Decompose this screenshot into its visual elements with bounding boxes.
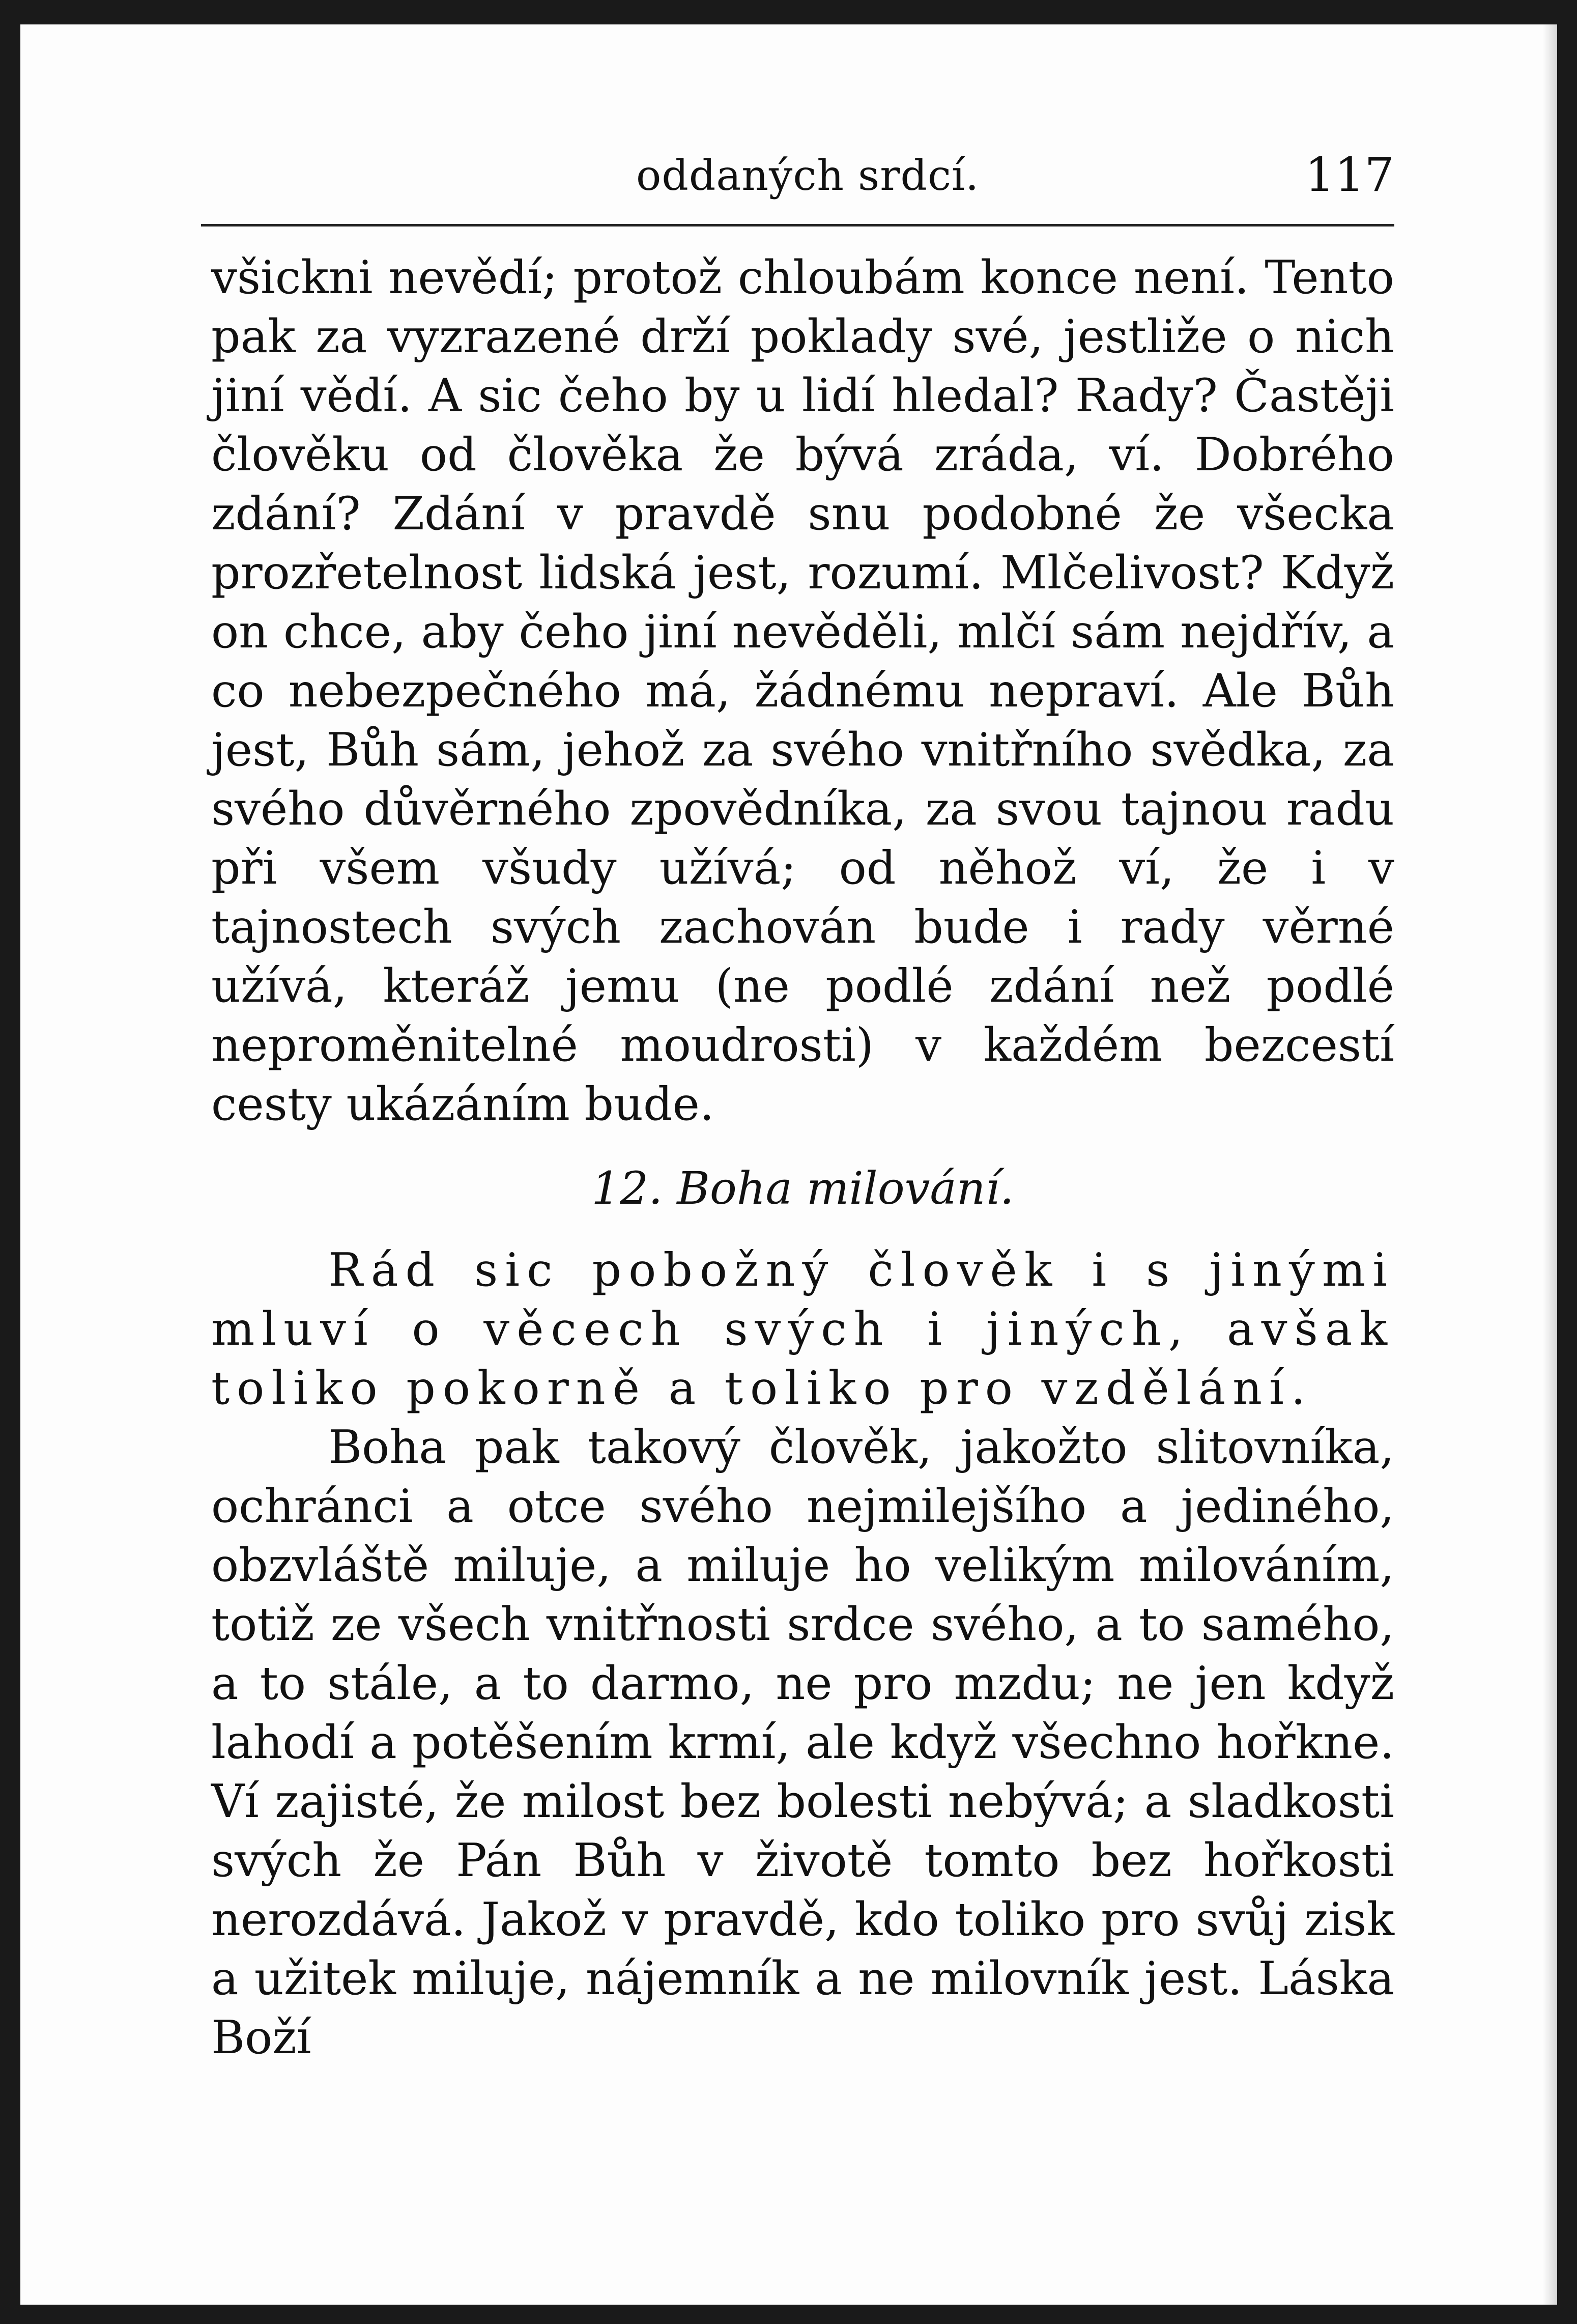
header-rule <box>201 224 1394 226</box>
body-text <box>211 248 1394 2067</box>
paragraph-intro: Rád sic pobožný člověk i s jinými mluví o věcech svých i jiných, avšak toliko pokorně a toliko pro vzdělání. <box>211 1243 1394 1415</box>
page-number: 117 <box>1305 148 1394 202</box>
running-head: oddaných srdcí. <box>636 152 980 200</box>
scan-edge <box>1543 24 1557 2305</box>
section-title: 12. Boha milování. <box>591 1162 1014 1214</box>
paragraph-continued: všickni nevědí; protož chloubám konce není. Tento pak za vyzrazené drží poklady své, jestliže o nich jiní vědí. A sic čeho by u lidí hledal? Rady? Častěji člověku od člověka že bývá zráda, ví. Dobrého zdání? Zdání v pravdě snu podobné že všecka prozřetelnost lidská jest, rozumí. Mlčelivost? Když on chce, aby čeho jiní nevěděli, mlčí sám nejdřív, a co nebezpečného má, žádnému nepraví. Ale Bůh jest, Bůh sám, jehož za svého vnitřního svědka, za svého důvěrného zpovědníka, za svou tajnou radu při všem všudy užívá; od něhož ví, že i v tajnostech svých zachován bude i rady věrné užívá, kteráž jemu (ne podlé zdání než podlé neproměnitelné moudrosti) v každém bezcestí cesty ukázáním bude. <box>211 251 1394 1131</box>
page-header <box>201 136 1394 213</box>
paragraph-main: Boha pak takový člověk, jakožto slitovníka, ochránci a otce svého nejmilejšího a jediného, obzvláště miluje, a miluje ho velikým milováním, totiž ze všech vnitřnosti srdce svého, a to samého, a to stále, a to darmo, ne pro mzdu; ne jen když lahodí a potěšením krmí, ale když všechno hořkne. Ví zajisté, že milost bez bolesti nebývá; a sladkosti svých že Pán Bůh v životě tomto bez hořkosti nerozdává. Jakož v pravdě, kdo toliko pro svůj zisk a užitek miluje, nájemník a ne milovník jest. Láska Boží <box>211 1421 1394 2064</box>
book-page <box>20 24 1557 2305</box>
